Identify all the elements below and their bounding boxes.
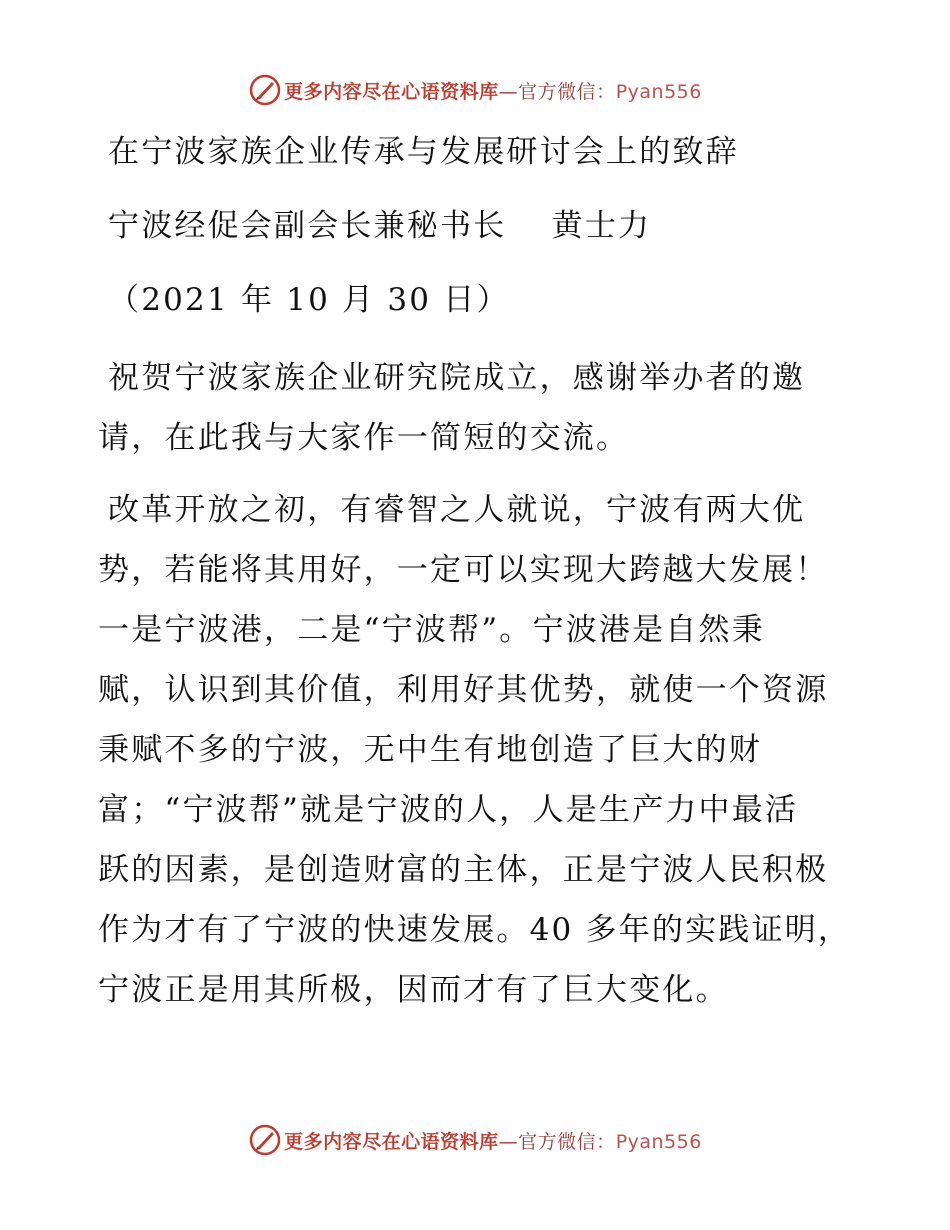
paragraph-line: 请，在此我与大家作一简短的交流。 [98,420,630,456]
quill-logo-icon [248,73,282,107]
watermark-banner-top [0,70,950,110]
document-title: 在宁波家族企业传承与发展研讨会上的致辞 [108,134,739,170]
paragraph-line: 祝贺宁波家族企业研究院成立，感谢举办者的邀 [108,360,806,396]
paragraph-line: 富；“宁波帮”就是宁波的人，人是生产力中最活 [98,792,799,828]
paragraph-line: 作为才有了宁波的快速发展。40 多年的实践证明， [98,912,852,948]
paragraph [98,480,858,1020]
document-author: 宁波经促会副会长兼秘书长 黄士力 [108,208,652,244]
paragraph-line: 跃的因素，是创造财富的主体，正是宁波人民积极 [98,852,829,888]
paragraph-line: 秉赋不多的宁波，无中生有地创造了巨大的财 [98,732,762,768]
paragraph-line: 一是宁波港，二是“宁波帮”。宁波港是自然秉 [98,612,765,648]
paragraph-line: 改革开放之初，有睿智之人就说，宁波有两大优 [108,492,806,528]
watermark-text: 更多内容尽在心语资料库—官方微信：Pyan556 [284,80,702,103]
paragraph-line: 赋，认识到其价值，利用好其优势，就使一个资源 [98,672,829,708]
document-date: （2021 年 10 月 30 日） [108,282,510,318]
watermark-text: 更多内容尽在心语资料库—官方微信：Pyan556 [284,1130,702,1153]
watermark-banner-bottom [0,1120,950,1160]
paragraph-line: 宁波正是用其所极，因而才有了巨大变化。 [98,972,729,1008]
quill-logo-icon [248,1123,282,1157]
paragraph-line: 势，若能将其用好，一定可以实现大跨越大发展！ [98,552,829,588]
document-body [98,122,858,1020]
paragraph [98,348,858,468]
